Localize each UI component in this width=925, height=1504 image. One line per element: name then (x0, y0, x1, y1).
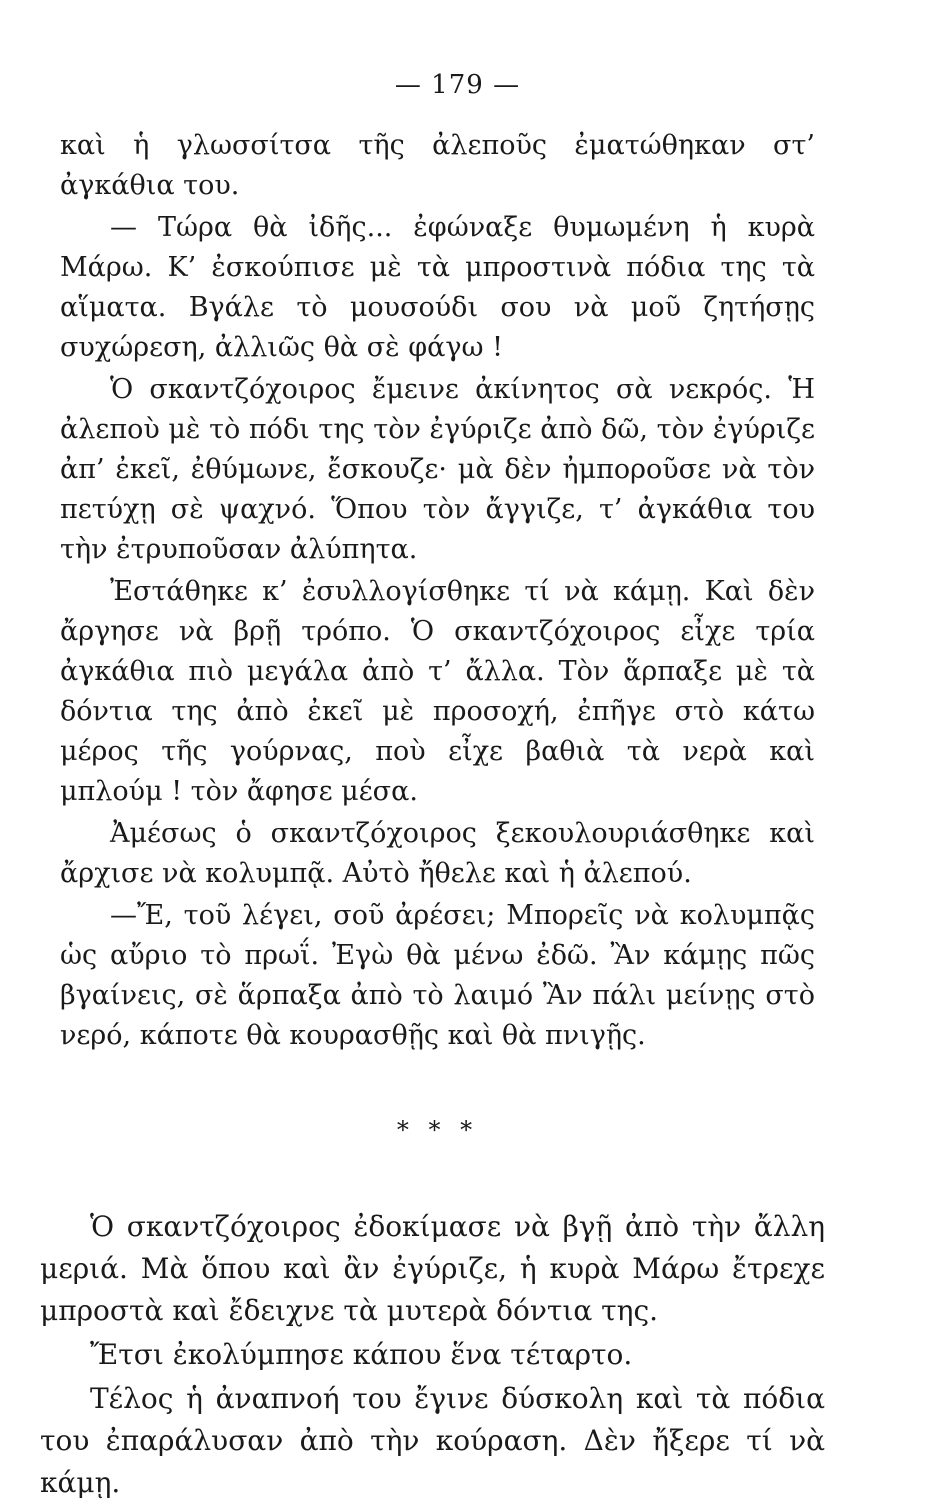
paragraph: Ἐστάθηκε κ’ ἐσυλλογίσθηκε τί νὰ κάμῃ. Καὶ δὲν ἄργησε νὰ βρῇ τρόπο. Ὁ σκαντζόχοιρος εἶχε τρία ἀγκάθια πιὸ μεγάλα ἀπὸ τ’ ἄλλα. Τὸν ἅρπαξε μὲ τὰ δόντια της ἀπὸ ἐκεῖ μὲ προσοχή, ἐπῆγε στὸ κάτω μέρος τῆς γούρνας, ποὺ εἶχε βαθιὰ τὰ νερὰ καὶ μπλούμ ! τὸν ἄφησε μέσα. (60, 576, 815, 807)
paragraph: Ἀμέσως ὁ σκαντζόχοιρος ξεκουλουριάσθηκε καὶ ἄρχισε νὰ κολυμπᾷ. Αὐτὸ ἤθελε καὶ ἡ ἀλεπού. (60, 818, 815, 889)
paragraph: — Τώρα θὰ ἰδῆς... ἐφώναξε θυμωμένη ἡ κυρὰ Μάρω. Κ’ ἐσκούπισε μὲ τὰ μπροστινὰ πόδια της τὰ αἵματα. Βγάλε τὸ μουσούδι σου νὰ μοῦ ζητήσῃς συχώρεση, ἀλλιῶς θὰ σὲ φάγω ! (60, 212, 815, 363)
paragraph: Ὁ σκαντζόχοιρος ἔμεινε ἀκίνητος σὰ νεκρός. Ἡ ἀλεποὺ μὲ τὸ πόδι της τὸν ἐγύριζε ἀπὸ δῶ, τὸν ἐγύριζε ἀπ’ ἐκεῖ, ἐθύμωνε, ἔσκουζε· μὰ δὲν ἠμποροῦσε νὰ τὸν πετύχῃ σὲ ψαχνό. Ὅπου τὸν ἄγγιζε, τ’ ἀγκάθια του τὴν ἐτρυποῦσαν ἀλύπητα. (60, 374, 815, 565)
paragraph: Ἔτσι ἐκολύμπησε κάπου ἕνα τέταρτο. (90, 1338, 633, 1371)
section-two (40, 1206, 825, 1504)
paragraph: Ὁ σκαντζόχοιρος ἐδοκίμασε νὰ βγῇ ἀπὸ τὴν ἄλλη μεριά. Μὰ ὅπου καὶ ἂν ἐγύριζε, ἡ κυρὰ Μάρω ἔτρεχε μπροστὰ καὶ ἔδειχνε τὰ μυτερὰ δόντια της. (40, 1210, 825, 1327)
paragraph: —Ἔ, τοῦ λέγει, σοῦ ἀρέσει; Μπορεῖς νὰ κολυμπᾷς ὡς αὔριο τὸ πρωΐ. Ἐγὼ θὰ μένω ἐδῶ. Ἂν κάμῃς πῶς βγαίνεις, σὲ ἅρπαξα ἀπὸ τὸ λαιμό Ἂν πάλι μείνῃς στὸ νερό, κάποτε θὰ κουρασθῇς καὶ θὰ πνιγῇς. (60, 900, 815, 1051)
section-separator: * * * (396, 1116, 479, 1144)
page-number: — 179 — (394, 70, 521, 100)
paragraph: Τέλος ἡ ἀναπνοή του ἔγινε δύσκολη καὶ τὰ πόδια του ἐπαράλυσαν ἀπὸ τὴν κούραση. Δὲν ἤξερε τί νὰ κάμῃ. (40, 1382, 825, 1499)
paragraph: καὶ ἡ γλωσσίτσα τῆς ἀλεποῦς ἐματώθηκαν στ’ ἀγκάθια του. (60, 130, 815, 201)
